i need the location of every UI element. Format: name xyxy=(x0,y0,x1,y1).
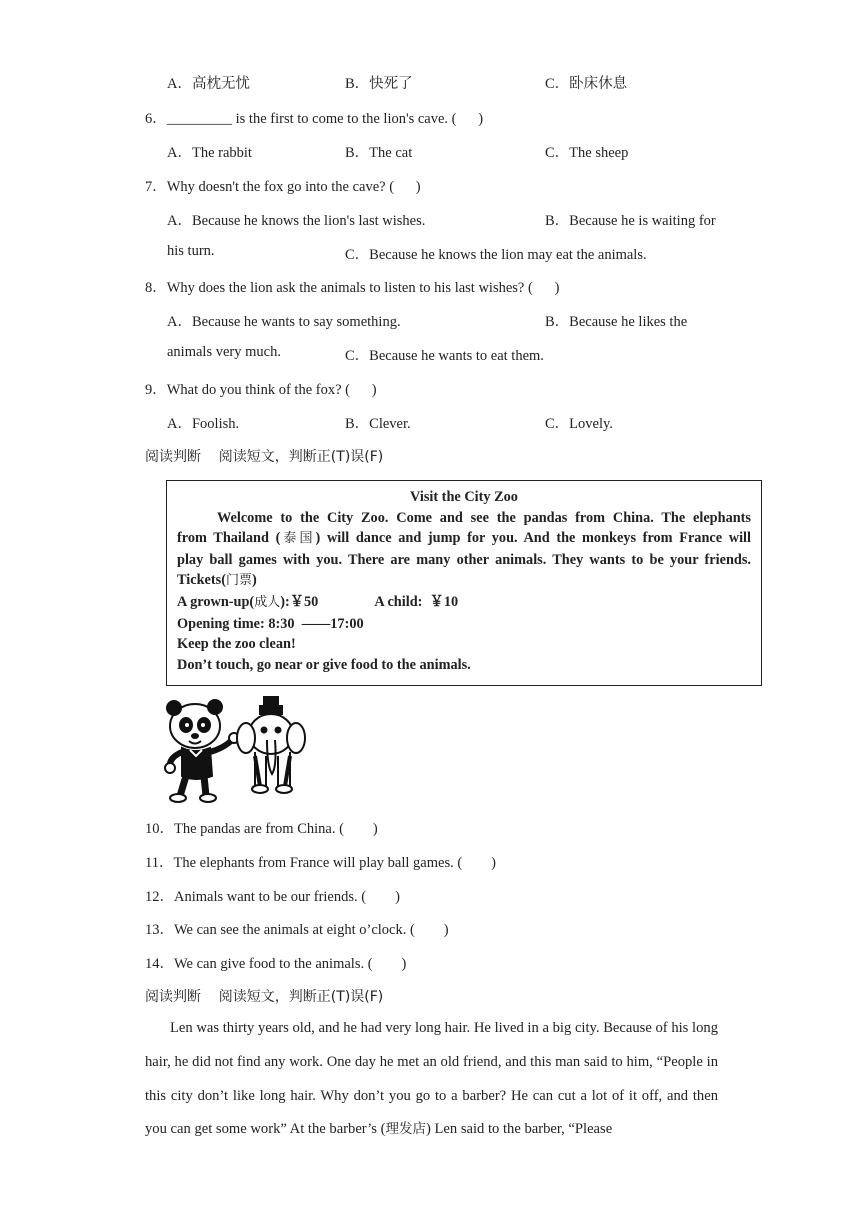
price-child: A child: ￥10 xyxy=(374,593,459,610)
zoo-notice-line-3: play ball games with you. There are many other animals. They wants to be your friends. xyxy=(177,551,751,568)
q13-statement: 13．We can see the animals at eight o’clock. ( ) xyxy=(145,922,449,938)
q6-option-a: A．The rabbit xyxy=(167,145,252,161)
q14-statement: 14．We can give food to the animals. ( ) xyxy=(145,956,407,972)
section-title-reading-judgement-1: 阅读判断 阅读短文，判断正(T)误(F) xyxy=(145,449,384,465)
reading-passage xyxy=(145,1012,718,1147)
passage-paragraph-1: Len was thirty years old, and he had very long hair. He lived in a big city. Because of his long hair, he did not find any work. One day he met an old friend, and this man said to him, “People in this city don’t like long hair. Why don’t you go to a barber? He can cut a lot of it off, and then you can get some work” At the barber’s (理发店) Len said to the barber, “Please xyxy=(145,1020,718,1138)
zoo-notice-line-1: Welcome to the City Zoo. Come and see the pandas from China. The elephants xyxy=(217,509,751,526)
zoo-notice-opening-time: Opening time: 8:30 ——17:00 xyxy=(177,615,364,632)
q10-statement: 10．The pandas are from China. ( ) xyxy=(145,821,378,837)
zoo-notice-prices xyxy=(177,592,751,614)
zoo-notice-tickets: Tickets(门票) xyxy=(177,572,257,589)
zoo-notice-rule-2: Don’t touch, go near or give food to the animals. xyxy=(177,656,471,673)
zoo-notice-line-2: from Thailand (泰国) will dance and jump for you. And the monkeys from France will xyxy=(177,530,751,547)
q8-option-a: A．Because he wants to say something. xyxy=(167,314,401,330)
q7-option-c: C．Because he knows the lion may eat the animals. xyxy=(345,247,647,263)
q6-stem: 6．_________ is the first to come to the lion's cave. ( ) xyxy=(145,111,484,127)
q8-option-b-continued: animals very much. xyxy=(167,344,281,360)
q6-option-c: C．The sheep xyxy=(545,145,629,161)
q9-option-b: B．Clever. xyxy=(345,416,411,432)
q5-option-c: C．卧床休息 xyxy=(545,76,628,92)
q12-statement: 12．Animals want to be our friends. ( ) xyxy=(145,889,400,905)
section-title-reading-judgement-2: 阅读判断 阅读短文，判断正(T)误(F) xyxy=(145,989,384,1005)
panda-elephant-illustration xyxy=(160,696,310,806)
q8-option-c: C．Because he wants to eat them. xyxy=(345,348,544,364)
q8-stem: 8．Why does the lion ask the animals to listen to his last wishes? ( ) xyxy=(145,280,560,296)
q5-option-b: B．快死了 xyxy=(345,76,413,92)
q7-option-b: B．Because he is waiting for xyxy=(545,213,716,229)
q8-option-b: B．Because he likes the xyxy=(545,314,688,330)
q9-stem: 9．What do you think of the fox? ( ) xyxy=(145,382,377,398)
q7-option-a: A．Because he knows the lion's last wishes. xyxy=(167,213,426,229)
q7-option-b-continued: his turn. xyxy=(167,243,215,259)
q6-option-b: B．The cat xyxy=(345,145,413,161)
q9-option-c: C．Lovely. xyxy=(545,416,613,432)
zoo-notice-rule-1: Keep the zoo clean! xyxy=(177,636,296,653)
q7-stem: 7．Why doesn't the fox go into the cave? ( ) xyxy=(145,179,421,195)
q11-statement: 11．The elephants from France will play ball games. ( ) xyxy=(145,855,496,871)
q9-option-a: A．Foolish. xyxy=(167,416,240,432)
zoo-notice-box xyxy=(166,480,762,686)
zoo-notice-title: Visit the City Zoo xyxy=(410,489,518,505)
price-adult: A grown-up(成人):￥50 xyxy=(177,593,319,610)
q5-option-a: A．高枕无忧 xyxy=(167,76,250,92)
